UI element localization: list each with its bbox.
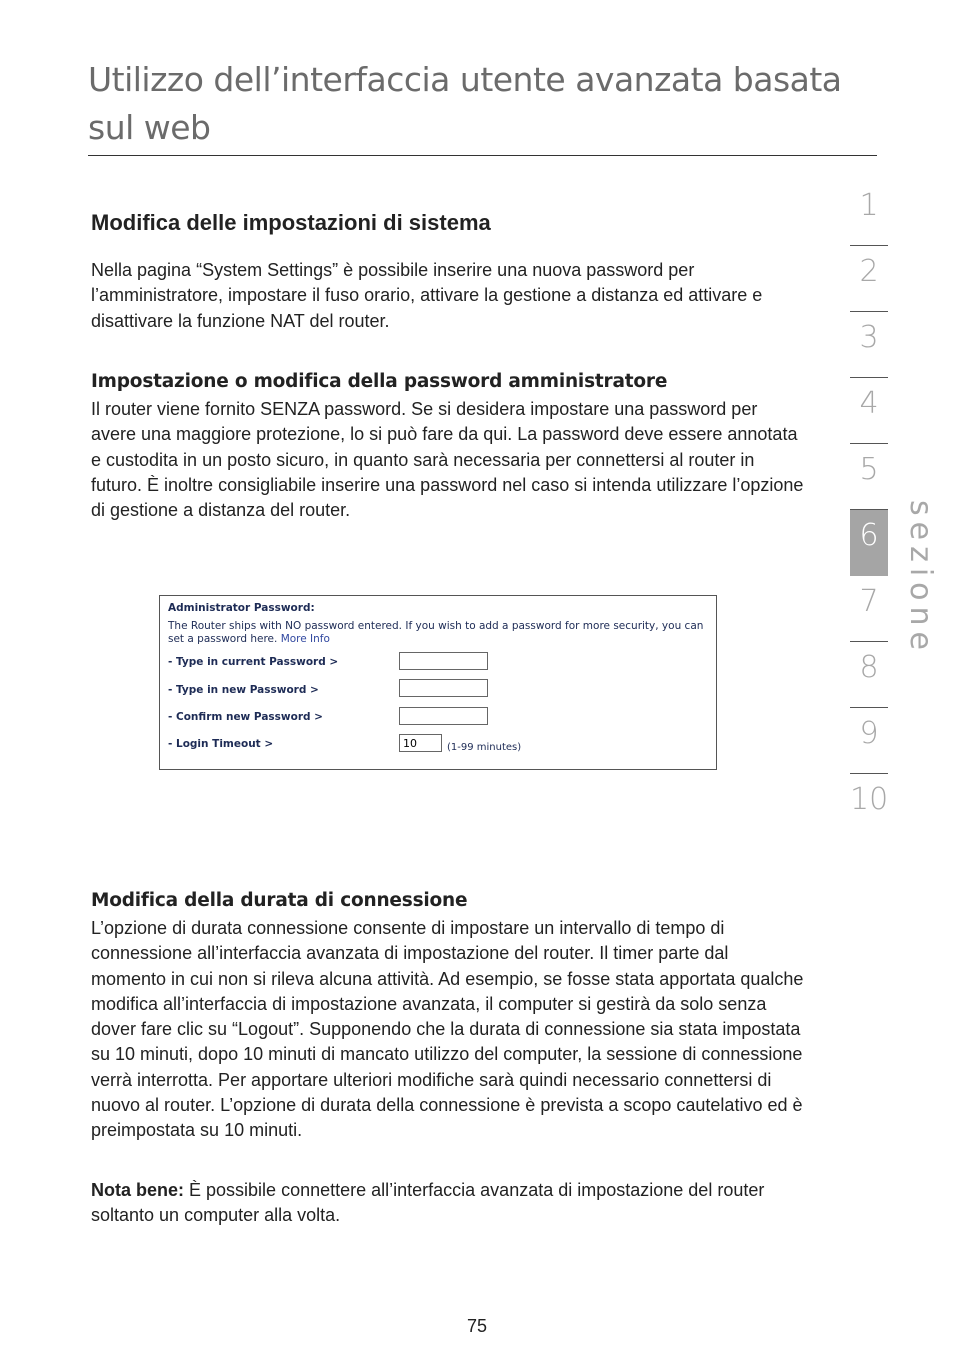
section-number: 10	[850, 782, 889, 817]
page-title: Utilizzo dell’interfaccia utente avanzata basata sul web	[88, 60, 842, 147]
section-body-login-timeout: L’opzione di durata connessione consente di impostare un intervallo di tempo di connessione all’interfaccia avanzata di impostazione del router. Il timer parte dal momento in cui non si rileva alcuna attività. Ad esempio, se fosse stata apportata qualche modifica all’interfaccia di impostazione avanzata, il computer si gestirà da solo senza dover fare clic su “Logout”. Supponendo che la durata di connessione sia stata impostata su 10 minuti, dopo 10 minuti di mancato utilizzo del computer, la sessione di connessione verrà interrotta. Per apportare ulteriori modifiche sarà quindi necessario connettersi di nuovo al router. L’opzione di durata della connessione è prevista a scopo cautelativo ed è preimpostata su 10 minuti.	[91, 918, 804, 1141]
section-index-item-9[interactable]	[850, 708, 888, 774]
panel-heading: Administrator Password:	[168, 602, 315, 614]
more-info-link[interactable]: More Info	[280, 633, 330, 645]
admin-password-screenshot	[159, 595, 717, 770]
section-heading-admin-password: Impostazione o modifica della password amministratore	[91, 371, 668, 392]
current-password-input[interactable]	[399, 652, 488, 670]
login-timeout-label: - Login Timeout >	[168, 738, 274, 750]
section-index-item-3[interactable]	[850, 312, 888, 378]
section-index-item-4[interactable]	[850, 378, 888, 444]
section-body-system-settings: Nella pagina “System Settings” è possibile inserire una nuova password per l’amministratore, impostare il fuso orario, attivare la gestione a distanza ed attivare e disattivare la funzione NAT del router.	[91, 260, 763, 331]
section-index-item-1[interactable]	[850, 180, 888, 246]
title-divider	[88, 155, 877, 156]
section-number: 2	[859, 254, 879, 289]
page-number: 75	[466, 1316, 488, 1336]
section-label: sezione	[903, 500, 938, 656]
section-index-item-2[interactable]	[850, 246, 888, 312]
current-password-label: - Type in current Password >	[168, 656, 339, 668]
new-password-label: - Type in new Password >	[168, 684, 319, 696]
section-index-item-7[interactable]	[850, 576, 888, 642]
new-password-input[interactable]	[399, 679, 488, 697]
section-number: 4	[859, 386, 879, 421]
panel-description-text: The Router ships with NO password entered. If you wish to add a password for more security, you can set a password here.	[168, 620, 704, 645]
panel-description	[168, 620, 708, 646]
section-index-item-10[interactable]	[850, 774, 888, 840]
section-number: 8	[859, 650, 879, 685]
login-timeout-hint: (1-99 minutes)	[447, 742, 522, 753]
section-number: 3	[859, 320, 879, 355]
section-number: 9	[859, 716, 879, 751]
confirm-password-input[interactable]	[399, 707, 488, 725]
section-number: 6	[859, 518, 879, 553]
section-index-item-6-active[interactable]	[850, 510, 888, 576]
login-timeout-input[interactable]	[399, 734, 442, 752]
note-paragraph	[91, 1178, 806, 1229]
section-heading-login-timeout: Modifica della durata di connessione	[91, 890, 468, 911]
confirm-password-label: - Confirm new Password >	[168, 711, 323, 723]
section-number: 7	[859, 584, 879, 619]
section-index-item-5[interactable]	[850, 444, 888, 510]
section-body-admin-password: Il router viene fornito SENZA password. Se si desidera impostare una password per avere una maggiore protezione, lo si può fare da qui. La password deve essere annotata e custodita in un posto sicuro, in quanto sarà necessaria per connettersi al router in futuro. È inoltre consigliabile inserire una password nel caso si intenda utilizzare l’opzione di gestione a distanza del router.	[91, 399, 804, 521]
note-label: Nota bene:	[91, 1180, 185, 1200]
section-heading-system-settings: Modifica delle impostazioni di sistema	[91, 210, 491, 235]
section-index	[850, 180, 888, 840]
note-text: È possibile connettere all’interfaccia avanzata di impostazione del router soltanto un computer alla volta.	[91, 1180, 765, 1226]
section-number: 1	[859, 188, 879, 223]
section-index-item-8[interactable]	[850, 642, 888, 708]
section-number: 5	[859, 452, 879, 487]
